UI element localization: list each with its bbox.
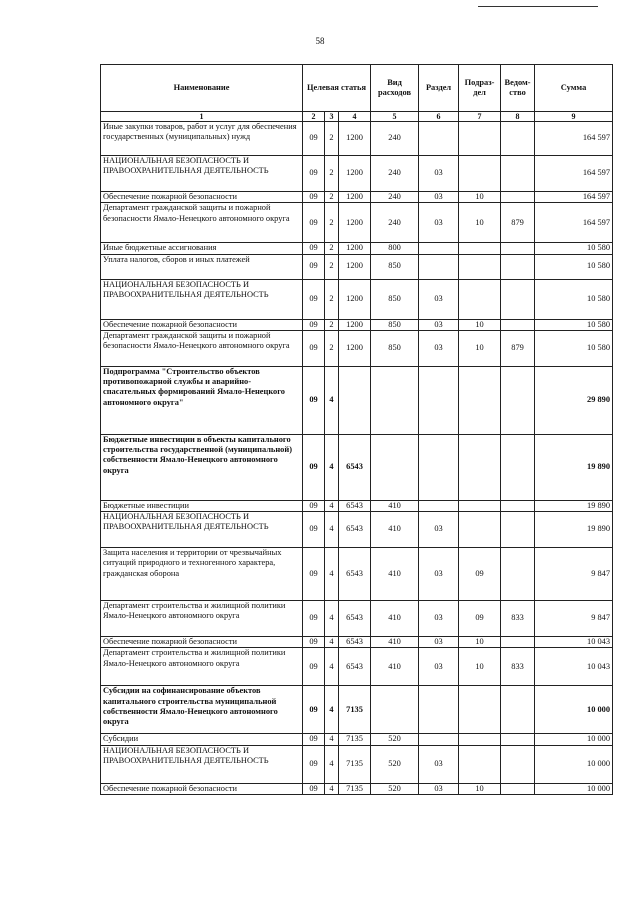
row-program-code: 09	[303, 122, 325, 156]
row-sum: 29 890	[535, 366, 613, 434]
row-subprogram-code: 4	[325, 648, 339, 686]
row-section: 03	[419, 512, 459, 548]
row-department: 879	[501, 203, 535, 243]
row-article-code: 1200	[339, 254, 371, 279]
row-section	[419, 686, 459, 734]
row-department	[501, 548, 535, 601]
row-subsection	[459, 745, 501, 783]
row-article-code: 1200	[339, 203, 371, 243]
row-subprogram-code: 2	[325, 330, 339, 366]
row-expense-type: 410	[371, 637, 419, 648]
column-number-row	[101, 112, 613, 122]
column-number: 9	[535, 112, 613, 122]
row-sum: 164 597	[535, 122, 613, 156]
row-expense-type: 520	[371, 745, 419, 783]
row-name: Защита населения и территории от чрезвычайных ситуаций природного и техногенного характера, гражданская оборона	[101, 548, 303, 601]
row-sum: 164 597	[535, 203, 613, 243]
row-department: 879	[501, 330, 535, 366]
row-subprogram-code: 2	[325, 319, 339, 330]
row-subsection	[459, 434, 501, 500]
row-expense-type: 410	[371, 648, 419, 686]
row-subsection: 10	[459, 637, 501, 648]
table-row	[101, 434, 613, 500]
row-subsection	[459, 686, 501, 734]
budget-table	[100, 64, 613, 795]
row-department	[501, 254, 535, 279]
row-program-code: 09	[303, 500, 325, 511]
header-sum: Сумма	[535, 65, 613, 112]
row-subprogram-code: 4	[325, 366, 339, 434]
table-row	[101, 734, 613, 745]
row-name: Иные бюджетные ассигнования	[101, 243, 303, 254]
row-section	[419, 734, 459, 745]
row-program-code: 09	[303, 192, 325, 203]
row-article-code: 1200	[339, 319, 371, 330]
row-sum: 19 890	[535, 512, 613, 548]
row-article-code: 6543	[339, 500, 371, 511]
row-name: Бюджетные инвестиции в объекты капитального строительства государственной (муниципальной) собственности Ямало-Ненецкого автономного округа	[101, 434, 303, 500]
row-sum: 10 000	[535, 734, 613, 745]
row-expense-type: 240	[371, 122, 419, 156]
header-section: Раздел	[419, 65, 459, 112]
row-name: Субсидии на софинансирование объектов капитального строительства муниципальной собственности Ямало-Ненецкого автономного округа	[101, 686, 303, 734]
row-expense-type: 850	[371, 254, 419, 279]
row-name: Обеспечение пожарной безопасности	[101, 319, 303, 330]
row-article-code: 1200	[339, 156, 371, 192]
row-department	[501, 637, 535, 648]
row-department	[501, 745, 535, 783]
table-row	[101, 319, 613, 330]
row-article-code: 7135	[339, 783, 371, 794]
row-subsection	[459, 512, 501, 548]
table-row	[101, 648, 613, 686]
row-expense-type	[371, 366, 419, 434]
row-subprogram-code: 4	[325, 601, 339, 637]
row-subprogram-code: 4	[325, 745, 339, 783]
column-number: 6	[419, 112, 459, 122]
row-article-code: 7135	[339, 745, 371, 783]
page-number: 58	[315, 36, 325, 46]
row-article-code: 6543	[339, 601, 371, 637]
row-program-code: 09	[303, 512, 325, 548]
column-number: 5	[371, 112, 419, 122]
row-name: НАЦИОНАЛЬНАЯ БЕЗОПАСНОСТЬ И ПРАВООХРАНИТЕЛЬНАЯ ДЕЯТЕЛЬНОСТЬ	[101, 156, 303, 192]
row-expense-type: 240	[371, 203, 419, 243]
table-row	[101, 192, 613, 203]
row-sum: 10 580	[535, 243, 613, 254]
row-program-code: 09	[303, 745, 325, 783]
row-section: 03	[419, 203, 459, 243]
table-row	[101, 243, 613, 254]
row-expense-type: 240	[371, 156, 419, 192]
row-article-code: 6543	[339, 434, 371, 500]
row-subsection	[459, 366, 501, 434]
row-article-code: 7135	[339, 734, 371, 745]
row-sum: 164 597	[535, 156, 613, 192]
row-program-code: 09	[303, 601, 325, 637]
row-subprogram-code: 2	[325, 122, 339, 156]
row-article-code	[339, 366, 371, 434]
row-program-code: 09	[303, 783, 325, 794]
row-program-code: 09	[303, 734, 325, 745]
column-number: 1	[101, 112, 303, 122]
row-name: Уплата налогов, сборов и иных платежей	[101, 254, 303, 279]
row-article-code: 6543	[339, 548, 371, 601]
row-expense-type: 410	[371, 500, 419, 511]
row-expense-type: 410	[371, 512, 419, 548]
row-sum: 10 043	[535, 648, 613, 686]
row-sum: 10 580	[535, 330, 613, 366]
row-article-code: 1200	[339, 122, 371, 156]
header-row	[101, 65, 613, 112]
row-subprogram-code: 2	[325, 254, 339, 279]
row-department	[501, 319, 535, 330]
row-subsection: 10	[459, 783, 501, 794]
row-section: 03	[419, 279, 459, 319]
row-department	[501, 192, 535, 203]
row-sum: 10 580	[535, 319, 613, 330]
table-row	[101, 254, 613, 279]
row-subprogram-code: 4	[325, 548, 339, 601]
table-row	[101, 279, 613, 319]
table-row	[101, 637, 613, 648]
table-row	[101, 601, 613, 637]
row-section: 03	[419, 319, 459, 330]
row-subprogram-code: 2	[325, 279, 339, 319]
row-subprogram-code: 4	[325, 512, 339, 548]
column-number: 7	[459, 112, 501, 122]
row-section: 03	[419, 192, 459, 203]
row-subsection	[459, 500, 501, 511]
row-section: 03	[419, 745, 459, 783]
row-subsection: 09	[459, 548, 501, 601]
row-article-code: 1200	[339, 330, 371, 366]
row-expense-type: 410	[371, 601, 419, 637]
row-program-code: 09	[303, 156, 325, 192]
row-program-code: 09	[303, 366, 325, 434]
row-section	[419, 366, 459, 434]
row-subsection	[459, 279, 501, 319]
row-sum: 10 000	[535, 783, 613, 794]
row-name: Обеспечение пожарной безопасности	[101, 192, 303, 203]
row-article-code: 6543	[339, 512, 371, 548]
row-program-code: 09	[303, 648, 325, 686]
row-section	[419, 122, 459, 156]
row-name: Департамент гражданской защиты и пожарной безопасности Ямало-Ненецкого автономного округа	[101, 330, 303, 366]
row-section	[419, 434, 459, 500]
row-subsection: 10	[459, 192, 501, 203]
row-department	[501, 122, 535, 156]
row-sum: 10 000	[535, 686, 613, 734]
column-number: 3	[325, 112, 339, 122]
row-section: 03	[419, 330, 459, 366]
row-program-code: 09	[303, 434, 325, 500]
header-subsection: Подраз-дел	[459, 65, 501, 112]
row-section: 03	[419, 648, 459, 686]
row-expense-type	[371, 686, 419, 734]
row-department	[501, 500, 535, 511]
row-sum: 9 847	[535, 601, 613, 637]
row-name: Департамент строительства и жилищной политики Ямало-Ненецкого автономного округа	[101, 601, 303, 637]
row-program-code: 09	[303, 203, 325, 243]
header-department: Ведом-ство	[501, 65, 535, 112]
row-subprogram-code: 4	[325, 686, 339, 734]
table-row	[101, 783, 613, 794]
row-subsection: 10	[459, 319, 501, 330]
row-department: 833	[501, 601, 535, 637]
table-row	[101, 122, 613, 156]
row-department	[501, 366, 535, 434]
row-section: 03	[419, 601, 459, 637]
table-row	[101, 156, 613, 192]
row-subsection	[459, 122, 501, 156]
row-sum: 164 597	[535, 192, 613, 203]
row-sum: 10 043	[535, 637, 613, 648]
row-subsection	[459, 734, 501, 745]
row-subsection	[459, 243, 501, 254]
row-program-code: 09	[303, 686, 325, 734]
row-expense-type: 850	[371, 319, 419, 330]
row-name: НАЦИОНАЛЬНАЯ БЕЗОПАСНОСТЬ И ПРАВООХРАНИТЕЛЬНАЯ ДЕЯТЕЛЬНОСТЬ	[101, 745, 303, 783]
row-name: Департамент гражданской защиты и пожарной безопасности Ямало-Ненецкого автономного округа	[101, 203, 303, 243]
table-row	[101, 512, 613, 548]
row-section: 03	[419, 548, 459, 601]
row-name: Субсидии	[101, 734, 303, 745]
row-name: НАЦИОНАЛЬНАЯ БЕЗОПАСНОСТЬ И ПРАВООХРАНИТЕЛЬНАЯ ДЕЯТЕЛЬНОСТЬ	[101, 512, 303, 548]
row-subprogram-code: 4	[325, 637, 339, 648]
row-department	[501, 243, 535, 254]
table-row	[101, 330, 613, 366]
row-section: 03	[419, 783, 459, 794]
row-article-code: 7135	[339, 686, 371, 734]
row-expense-type: 520	[371, 734, 419, 745]
row-subsection	[459, 156, 501, 192]
row-subsection: 10	[459, 648, 501, 686]
row-article-code: 1200	[339, 192, 371, 203]
row-expense-type: 850	[371, 330, 419, 366]
row-name: Иные закупки товаров, работ и услуг для обеспечения государственных (муниципальных) нужд	[101, 122, 303, 156]
row-sum: 10 580	[535, 279, 613, 319]
row-name: Обеспечение пожарной безопасности	[101, 637, 303, 648]
row-program-code: 09	[303, 637, 325, 648]
header-expense-type: Вид расходов	[371, 65, 419, 112]
row-section	[419, 254, 459, 279]
row-subsection: 09	[459, 601, 501, 637]
row-expense-type: 410	[371, 548, 419, 601]
row-expense-type: 800	[371, 243, 419, 254]
row-program-code: 09	[303, 279, 325, 319]
row-subsection: 10	[459, 203, 501, 243]
row-article-code: 1200	[339, 279, 371, 319]
row-subprogram-code: 4	[325, 434, 339, 500]
row-sum: 19 890	[535, 500, 613, 511]
row-subsection	[459, 254, 501, 279]
row-department	[501, 686, 535, 734]
row-subprogram-code: 2	[325, 192, 339, 203]
row-name: Подпрограмма "Строительство объектов противопожарной службы и аварийно-спасательных формирований Ямало-Ненецкого автономного округа"	[101, 366, 303, 434]
row-program-code: 09	[303, 319, 325, 330]
row-subprogram-code: 4	[325, 500, 339, 511]
row-article-code: 1200	[339, 243, 371, 254]
header-target-article: Целевая статья	[303, 65, 371, 112]
row-program-code: 09	[303, 254, 325, 279]
table-body	[101, 122, 613, 795]
row-department	[501, 734, 535, 745]
row-sum: 10 580	[535, 254, 613, 279]
row-subprogram-code: 2	[325, 243, 339, 254]
row-subsection: 10	[459, 330, 501, 366]
header-name: Наименование	[101, 65, 303, 112]
table-row	[101, 686, 613, 734]
row-section: 03	[419, 156, 459, 192]
row-program-code: 09	[303, 243, 325, 254]
row-name: Бюджетные инвестиции	[101, 500, 303, 511]
row-expense-type: 240	[371, 192, 419, 203]
row-department	[501, 512, 535, 548]
row-program-code: 09	[303, 548, 325, 601]
row-article-code: 6543	[339, 637, 371, 648]
row-sum: 9 847	[535, 548, 613, 601]
row-subprogram-code: 2	[325, 203, 339, 243]
row-department	[501, 156, 535, 192]
row-name: Обеспечение пожарной безопасности	[101, 783, 303, 794]
column-number: 4	[339, 112, 371, 122]
table-row	[101, 203, 613, 243]
row-section	[419, 500, 459, 511]
table-row	[101, 500, 613, 511]
row-section	[419, 243, 459, 254]
row-department: 833	[501, 648, 535, 686]
row-department	[501, 783, 535, 794]
row-name: Департамент строительства и жилищной политики Ямало-Ненецкого автономного округа	[101, 648, 303, 686]
row-sum: 19 890	[535, 434, 613, 500]
row-subprogram-code: 4	[325, 783, 339, 794]
row-subprogram-code: 4	[325, 734, 339, 745]
row-department	[501, 279, 535, 319]
row-expense-type: 850	[371, 279, 419, 319]
column-number: 8	[501, 112, 535, 122]
row-name: НАЦИОНАЛЬНАЯ БЕЗОПАСНОСТЬ И ПРАВООХРАНИТЕЛЬНАЯ ДЕЯТЕЛЬНОСТЬ	[101, 279, 303, 319]
row-section: 03	[419, 637, 459, 648]
row-article-code: 6543	[339, 648, 371, 686]
table-row	[101, 548, 613, 601]
row-subprogram-code: 2	[325, 156, 339, 192]
column-number: 2	[303, 112, 325, 122]
row-department	[501, 434, 535, 500]
table-row	[101, 366, 613, 434]
row-expense-type: 520	[371, 783, 419, 794]
row-program-code: 09	[303, 330, 325, 366]
table-row	[101, 745, 613, 783]
row-expense-type	[371, 434, 419, 500]
top-rule	[478, 6, 598, 7]
row-sum: 10 000	[535, 745, 613, 783]
